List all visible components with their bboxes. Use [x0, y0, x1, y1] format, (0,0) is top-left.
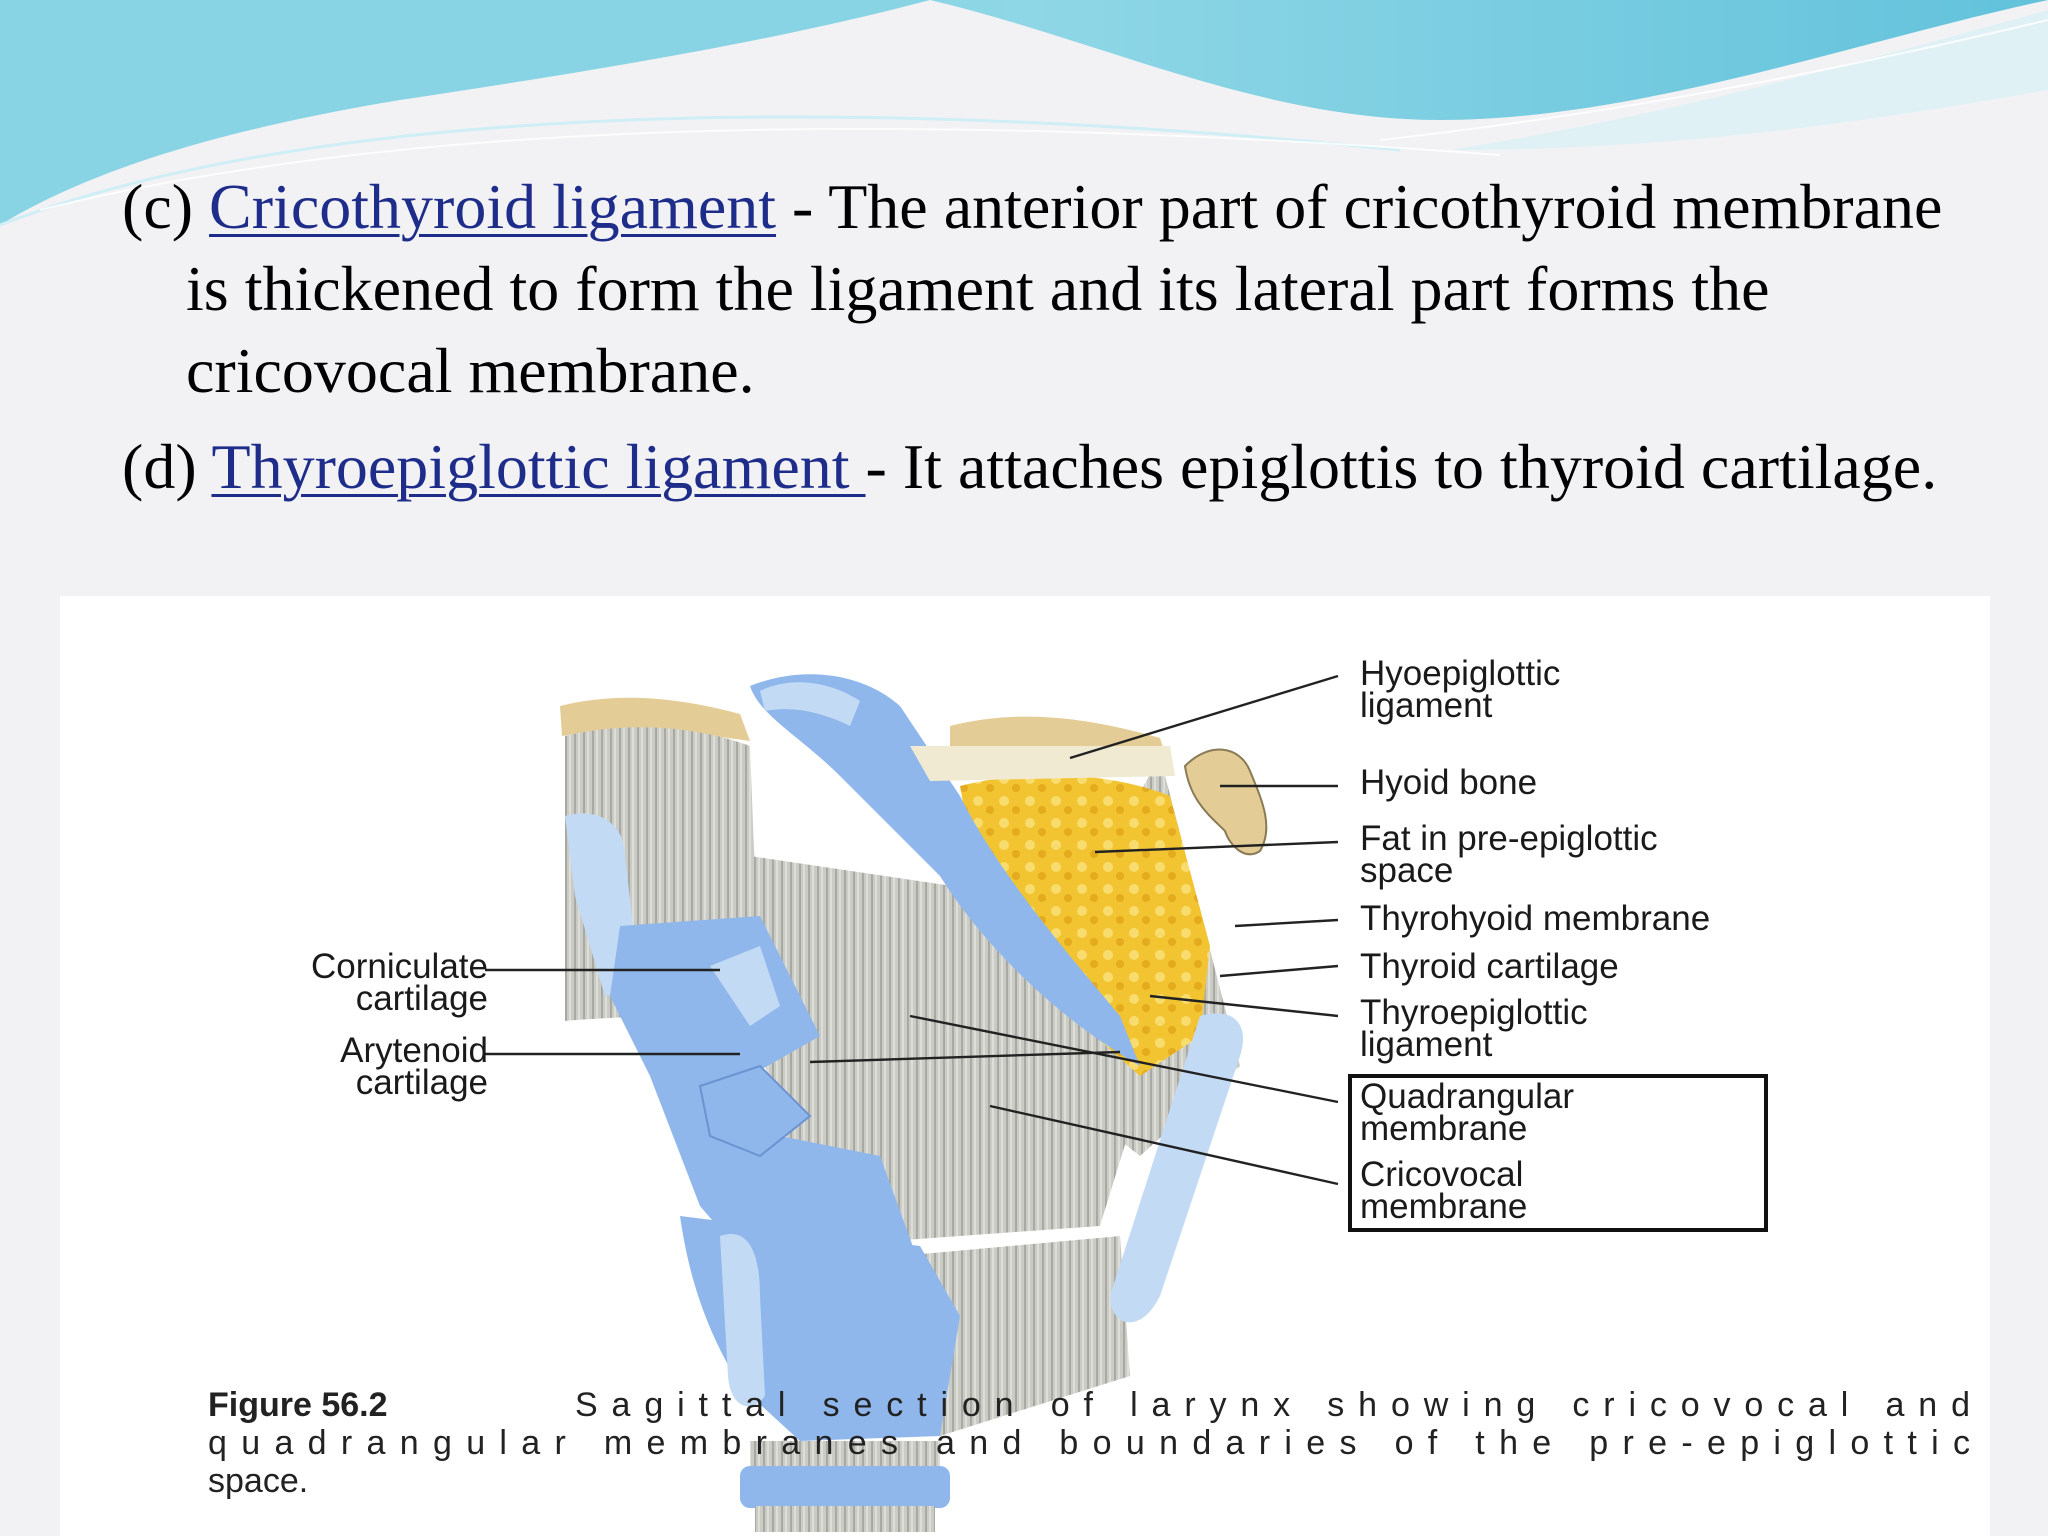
- label-thyrohyoid: Thyrohyoid membrane: [1360, 899, 1711, 938]
- leader-hyoepiglottic: [1070, 676, 1338, 758]
- right-labels: [1350, 654, 1766, 1230]
- label-hyoepiglottic-2: ligament: [1360, 686, 1493, 725]
- label-corniculate-1: Corniculate: [310, 947, 488, 986]
- label-quadrangular-1: Quadrangular: [1360, 1077, 1575, 1116]
- label-fat-1: Fat in pre-epiglottic: [1360, 819, 1658, 858]
- hyoid-bone-side-shape: [1185, 750, 1266, 855]
- label-arytenoid-1: Arytenoid: [340, 1031, 488, 1070]
- left-labels: [311, 947, 488, 1102]
- paragraph-d: [122, 426, 1982, 508]
- paragraph-c: [122, 166, 1982, 412]
- label-hyoepiglottic-1: Hyoepiglottic: [1360, 654, 1561, 693]
- trachea-ring-1-shape: [740, 1466, 950, 1508]
- figure-caption: [208, 1386, 1970, 1500]
- hyoepiglottic-ligament-shape: [910, 746, 1175, 781]
- label-hyoid-bone: Hyoid bone: [1360, 763, 1538, 802]
- caption-line-2: quadrangular membranes and boundaries of the pre-epiglottic: [208, 1424, 1970, 1462]
- label-quadrangular-2: membrane: [1360, 1109, 1528, 1148]
- caption-line-1: Sagittal section of larynx showing cricovocal and: [575, 1386, 1970, 1424]
- leader-thyrohyoid: [1235, 920, 1338, 926]
- label-cricovocal-1: Cricovocal: [1360, 1155, 1524, 1194]
- item-d-prefix: (d): [122, 431, 212, 502]
- cricothyroid-ligament-link[interactable]: Cricothyroid ligament: [209, 171, 777, 242]
- caption-line-3: space.: [208, 1462, 309, 1500]
- label-thyroid-cartilage: Thyroid cartilage: [1360, 947, 1619, 986]
- item-d-text: - It attaches epiglottis to thyroid cartilage.: [865, 431, 1938, 502]
- text-content: [122, 166, 1982, 522]
- label-fat-2: space: [1360, 851, 1454, 890]
- item-c-prefix: (c): [122, 171, 210, 242]
- label-thyroepiglottic-2: ligament: [1360, 1025, 1493, 1064]
- label-corniculate-2: cartilage: [355, 979, 488, 1018]
- label-cricovocal-2: membrane: [1360, 1187, 1528, 1226]
- larynx-figure: [60, 596, 1990, 1536]
- figure-panel: [60, 596, 1990, 1536]
- item-c-text: - The anterior part of cricothyroid membrane is thickened to form the ligament and its lateral part forms the cricovocal membrane.: [186, 171, 1943, 406]
- label-thyroepiglottic-1: Thyroepiglottic: [1360, 993, 1588, 1032]
- label-arytenoid-2: cartilage: [355, 1063, 488, 1102]
- leader-thyroid-cartilage: [1220, 966, 1338, 976]
- trachea-band-2-shape: [755, 1506, 935, 1532]
- thyroepiglottic-ligament-link[interactable]: Thyroepiglottic ligament: [211, 431, 866, 502]
- caption-figure-number: Figure 56.2: [208, 1386, 388, 1424]
